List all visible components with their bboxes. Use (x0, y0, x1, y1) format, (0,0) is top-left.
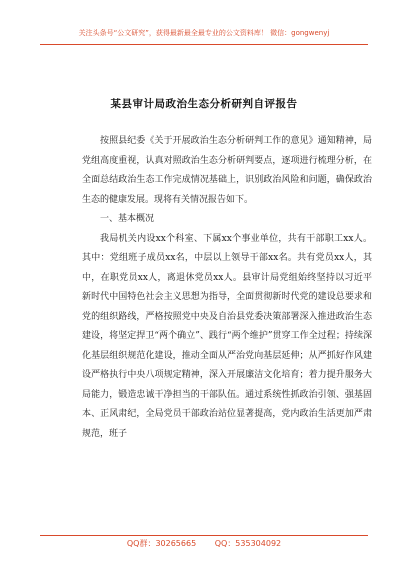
section-heading: 一、基本概况 (100, 214, 155, 224)
overview-paragraph: 我局机关内设xx个科室、下属xx个事业单位，共有干部职工xx人。其中：党组班子成员xx名，中层以上领导干部xx名。共有党员xx人，其中，在职党员xx人，离退休党员xx人。县审计局党组始终坚持以习近平新时代中国特色社会主义思想为指导，全面贯彻新时代党的建设总要求和党的组织路线，严格按照党中央及自治县党委决策部署深入推进政治生态建设，将坚定捍卫“两个确立”、践行“两个维护”贯穿工作全过程；持续深化基层组织规范化建设，推动全面从严治党向基层延伸；从严抓好作风建设严格执行中央八项规定精神，深入开展廉洁文化培育；着力提升服务大局能力，锻造忠诚干净担当的干部队伍。通过系统性抓政治引领、强基固本、正风肃纪，全局党员干部政治站位显著提高，党内政治生活更加严肃规范，班子 (82, 233, 372, 439)
footer-qq-group: QQ群：30265665 (126, 539, 197, 548)
footer-qq: QQ：535304092 (214, 539, 282, 548)
intro-paragraph: 按照县纪委《关于开展政治生态分析研判工作的意见》通知精神，局党组高度重视，认真对照政治生态分析研判要点，逐项进行梳理分析，在全面总结政治生态工作完成情况基础上，识别政治风险和问题，确保政治生态的健康发展。现将有关情况报告如下。 (82, 136, 372, 205)
document-body (82, 132, 372, 444)
footer-divider (40, 535, 368, 536)
header-banner: 关注头条号“公文研究”，获得最新最全最专业的公文资料库！ 微信：gongwenyj (78, 29, 330, 37)
document-title: 某县审计局政治生态分析研判自评报告 (110, 98, 298, 110)
footer-contact (40, 538, 368, 549)
header-divider (40, 44, 368, 45)
